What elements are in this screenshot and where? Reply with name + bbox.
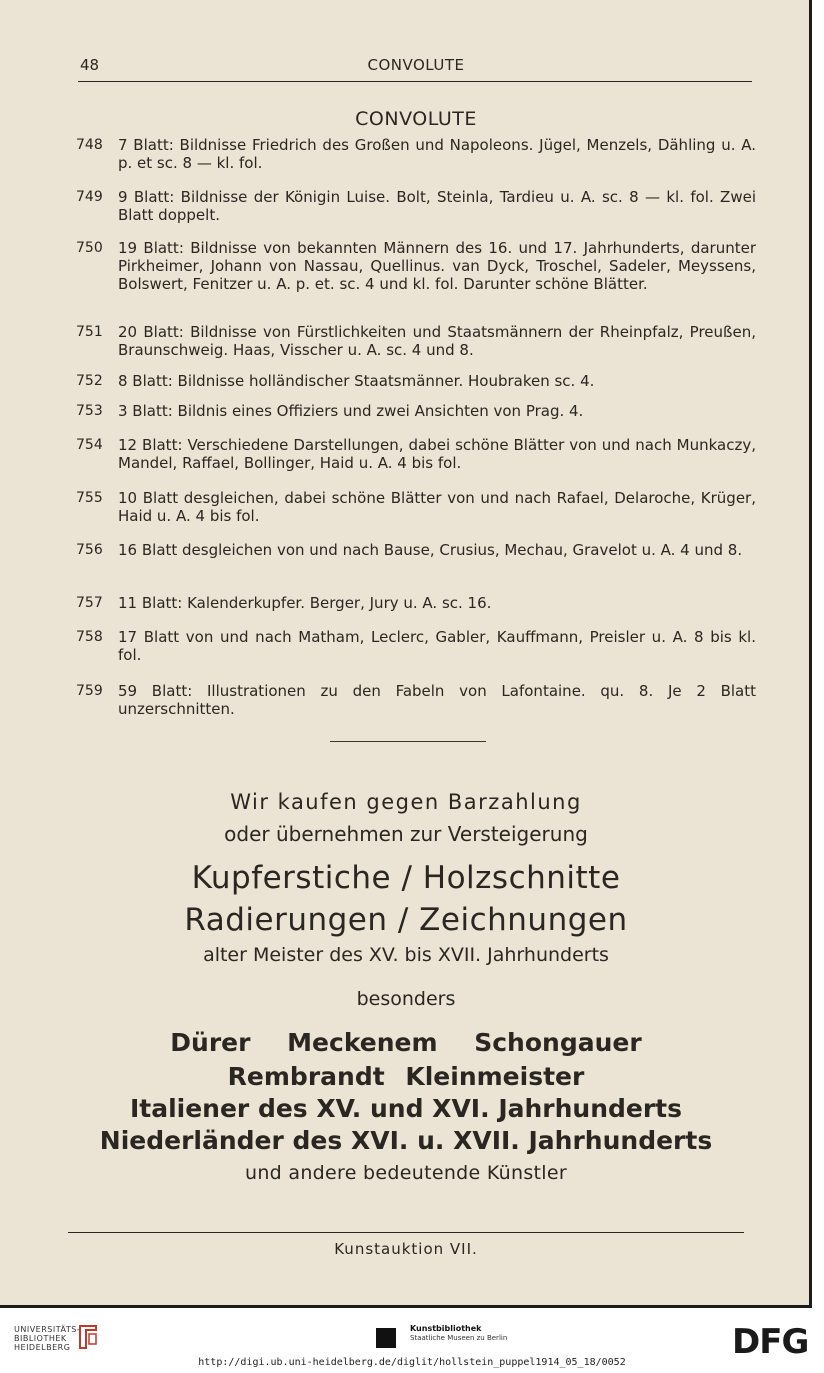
logo-line: UNIVERSITÄTS-	[14, 1325, 81, 1334]
lot-entry	[76, 239, 756, 293]
lot-number: 757	[76, 595, 103, 611]
running-head	[78, 56, 754, 80]
kb-mark-icon	[376, 1328, 396, 1348]
lot-entry	[76, 436, 756, 472]
permalink-url[interactable]: http://digi.ub.uni-heidelberg.de/diglit/hollstein_puppel1914_05_18/0052	[198, 1357, 626, 1368]
section-title: CONVOLUTE	[355, 108, 477, 130]
advert-line: besonders	[356, 988, 456, 1010]
lot-number: 752	[76, 373, 103, 389]
lot-entry	[76, 541, 756, 559]
lot-description: 3 Blatt: Bildnis eines Offiziers und zwei Ansichten von Prag. 4.	[118, 402, 584, 420]
university-library-logo[interactable]	[14, 1325, 80, 1352]
footer-signature: Kunstauktion VII.	[334, 1240, 478, 1258]
lot-entry	[76, 136, 756, 172]
advert-artists: Italiener des XV. und XVI. Jahrhunderts	[129, 1094, 683, 1123]
lot-entry	[76, 323, 756, 359]
lot-number: 755	[76, 490, 103, 506]
lot-entry	[76, 489, 756, 525]
lot-entry	[76, 372, 756, 390]
lot-entry	[76, 682, 756, 718]
university-emblem-icon	[76, 1322, 100, 1352]
lot-number: 758	[76, 629, 103, 645]
advert-line: Wir kaufen gegen Barzahlung	[230, 790, 582, 814]
section-divider	[330, 741, 486, 742]
kb-subtitle: Staatliche Museen zu Berlin	[410, 1334, 508, 1342]
lot-entry	[76, 628, 756, 664]
lot-description: 20 Blatt: Bildnisse von Fürstlichkeiten und Staatsmännern der Rheinpfalz, Preußen, Braunschweig. Haas, Visscher u. A. sc. 4 und 8.	[118, 323, 756, 359]
lot-description: 7 Blatt: Bildnisse Friedrich des Großen und Napoleons. Jügel, Menzels, Dähling u. A. p. et sc. 8 — kl. fol.	[118, 136, 756, 172]
advert-artists: Dürer Meckenem Schongauer	[170, 1028, 642, 1057]
logo-line: BIBLIOTHEK	[14, 1334, 67, 1343]
lot-description: 9 Blatt: Bildnisse der Königin Luise. Bolt, Steinla, Tardieu u. A. sc. 8 — kl. fol. Zwei Blatt doppelt.	[118, 188, 756, 224]
advert-line: und andere bedeutende Künstler	[245, 1162, 567, 1184]
lot-description: 8 Blatt: Bildnisse holländischer Staatsmänner. Houbraken sc. 4.	[118, 372, 595, 390]
page-number: 48	[80, 56, 100, 74]
lot-entry	[76, 402, 756, 420]
lot-description: 17 Blatt von und nach Matham, Leclerc, Gabler, Kauffmann, Preisler u. A. 8 bis kl. fol.	[118, 628, 756, 664]
advert-artists: Rembrandt Kleinmeister	[227, 1062, 585, 1091]
lot-number: 756	[76, 542, 103, 558]
lot-entry	[76, 188, 756, 224]
lot-description: 12 Blatt: Verschiedene Darstellungen, dabei schöne Blätter von und nach Munkaczy, Mandel, Raffael, Bollinger, Haid u. A. 4 bis fol.	[118, 436, 756, 472]
lot-number: 751	[76, 324, 103, 340]
lot-number: 750	[76, 240, 103, 256]
advert-headline: Radierungen / Zeichnungen	[184, 902, 628, 938]
advert-line: oder übernehmen zur Versteigerung	[224, 822, 588, 846]
lot-description: 16 Blatt desgleichen von und nach Bause, Crusius, Mechau, Gravelot u. A. 4 und 8.	[118, 541, 743, 559]
lot-entry	[76, 594, 756, 612]
header-rule	[78, 81, 752, 82]
advert-headline: Kupferstiche / Holzschnitte	[191, 860, 621, 896]
advert-line: alter Meister des XV. bis XVII. Jahrhunderts	[203, 944, 609, 966]
lot-description: 59 Blatt: Illustrationen zu den Fabeln von Lafontaine. qu. 8. Je 2 Blatt unzerschnitten.	[118, 682, 756, 718]
advert-artists: Niederländer des XVI. u. XVII. Jahrhunderts	[99, 1126, 713, 1155]
dfg-logo[interactable]: DFG	[732, 1322, 809, 1362]
logo-line: HEIDELBERG	[14, 1343, 71, 1352]
lot-number: 748	[76, 137, 103, 153]
running-title: CONVOLUTE	[367, 56, 465, 74]
lot-description: 10 Blatt desgleichen, dabei schöne Blätter von und nach Rafael, Delaroche, Krüger, Haid u. A. 4 bis fol.	[118, 489, 756, 525]
lot-description: 11 Blatt: Kalenderkupfer. Berger, Jury u. A. sc. 16.	[118, 594, 492, 612]
lot-number: 753	[76, 403, 103, 419]
lot-number: 754	[76, 437, 103, 453]
lot-number: 749	[76, 189, 103, 205]
lot-description: 19 Blatt: Bildnisse von bekannten Männern des 16. und 17. Jahrhunderts, darunter Pirkheimer, Johann von Nassau, Quellinus. van Dyck, Troschel, Sadeler, Meyssens, Bolswert, Fenitzer u. A. p. et. sc. 4 und kl. fol. Darunter schöne Blätter.	[118, 239, 756, 293]
lot-number: 759	[76, 683, 103, 699]
footer-rule	[68, 1232, 744, 1233]
kb-name: Kunstbibliothek	[410, 1324, 482, 1333]
